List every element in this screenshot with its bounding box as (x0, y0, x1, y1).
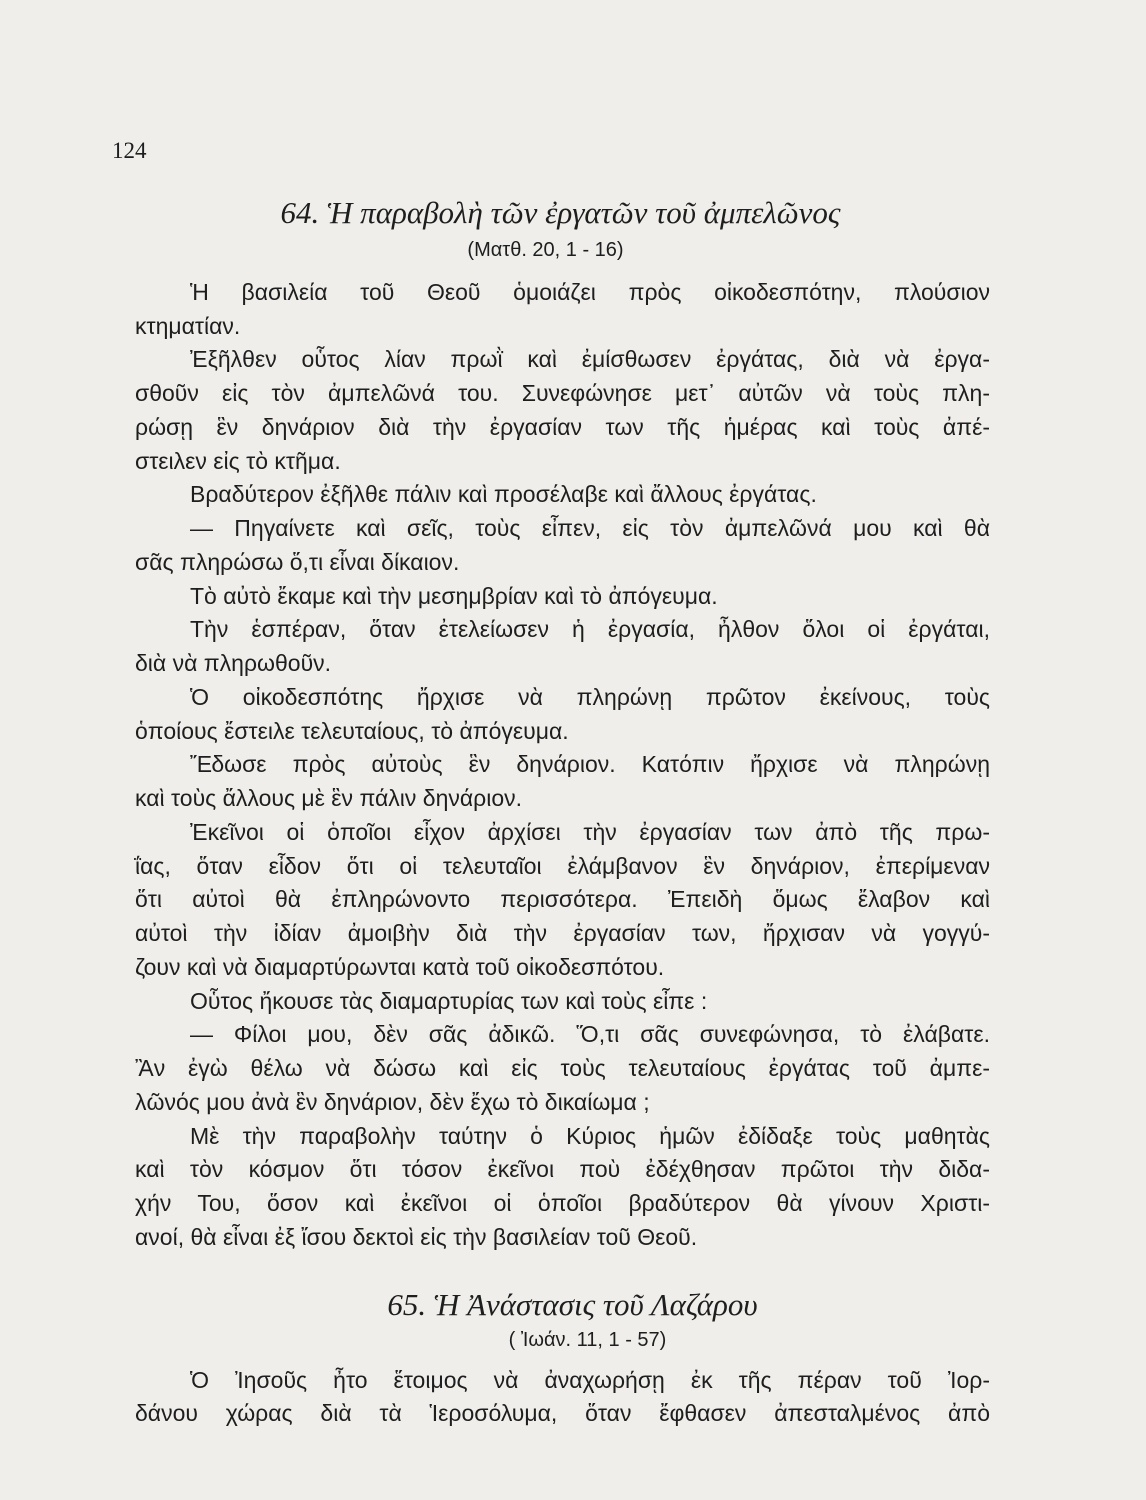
text-line: κτηματίαν. (135, 313, 241, 339)
text-line: ὅτι αὐτοὶ θὰ ἐπληρώνοντο περισσότερα. Ἐπειδὴ ὅμως ἔλαβον καὶ (135, 886, 990, 912)
text-line: σᾶς πληρώσω ὅ,τι εἶναι δίκαιον. (135, 549, 460, 575)
page-number: 124 (112, 138, 147, 163)
text-line: χήν Του, ὅσον καὶ ἐκεῖνοι οἱ ὁποῖοι βραδύτερον θὰ γίνουν Χριστι- (135, 1190, 990, 1216)
text-line: Ὁ οἰκοδεσπότης ἤρχισε νὰ πληρώνῃ πρῶτον ἐκείνους, τοὺς (190, 684, 990, 710)
text-line: Τὸ αὐτὸ ἔκαμε καὶ τὴν μεσημβρίαν καὶ τὸ ἀπόγευμα. (190, 583, 718, 609)
text-line: καὶ τοὺς ἄλλους μὲ ἓν πάλιν δηνάριον. (135, 785, 523, 811)
text-line: Βραδύτερον ἐξῆλθε πάλιν καὶ προσέλαβε καὶ ἄλλους ἐργάτας. (190, 481, 817, 507)
text-line: Ἐξῆλθεν οὗτος λίαν πρωῒ καὶ ἐμίσθωσεν ἐργάτας, διὰ νὰ ἐργα- (190, 346, 990, 372)
section-title: 64. Ἡ παραβολὴ τῶν ἐργατῶν τοῦ ἀμπελῶνος (280, 195, 841, 230)
text-line: Οὗτος ἤκουσε τὰς διαμαρτυρίας των καὶ τοὺς εἶπε : (190, 988, 708, 1014)
section-reference: (Ματθ. 20, 1 - 16) (467, 239, 624, 261)
text-line: Μὲ τὴν παραβολὴν ταύτην ὁ Κύριος ἡμῶν ἐδίδαξε τοὺς μαθητὰς (190, 1123, 990, 1149)
section-title: 65. Ἡ Ἀνάστασις τοῦ Λαζάρου (387, 1287, 758, 1322)
text-line: Ἡ βασιλεία τοῦ Θεοῦ ὁμοιάζει πρὸς οἰκοδεσπότην, πλούσιον (190, 279, 990, 305)
section-reference: ( Ἰωάν. 11, 1 - 57) (508, 1329, 667, 1351)
text-line: Ἂν ἐγὼ θέλω νὰ δώσω καὶ εἰς τοὺς τελευταίους ἐργάτας τοῦ ἀμπε- (135, 1055, 990, 1081)
text-line: ρώσῃ ἓν δηνάριον διὰ τὴν ἐργασίαν των τῆς ἡμέρας καὶ τοὺς ἀπέ- (135, 414, 990, 440)
text-line: δάνου χώρας διὰ τὰ Ἱεροσόλυμα, ὅταν ἔφθασεν ἀπεσταλμένος ἀπὸ (135, 1400, 990, 1426)
text-line: — Πηγαίνετε καὶ σεῖς, τοὺς εἶπεν, εἰς τὸν ἀμπελῶνά μου καὶ θὰ (190, 515, 990, 541)
text-line: Ὁ Ἰησοῦς ἦτο ἕτοιμος νὰ ἀναχωρήσῃ ἐκ τῆς πέραν τοῦ Ἰορ- (190, 1367, 990, 1393)
text-line: αὐτοὶ τὴν ἰδίαν ἀμοιβὴν διὰ τὴν ἐργασίαν των, ἤρχισαν νὰ γογγύ- (135, 920, 990, 946)
text-line: σθοῦν εἰς τὸν ἀμπελῶνά του. Συνεφώνησε μετ᾿ αὐτῶν νὰ τοὺς πλη- (135, 380, 990, 406)
text-line: στειλεν εἰς τὸ κτῆμα. (135, 448, 341, 474)
text-line: ΐας, ὅταν εἶδον ὅτι οἱ τελευταῖοι ἐλάμβανον ἓν δηνάριον, ἐπερίμεναν (135, 853, 990, 879)
text-line: καὶ τὸν κόσμον ὅτι τόσον ἐκεῖνοι ποὺ ἐδέχθησαν πρῶτοι τὴν διδα- (135, 1156, 990, 1182)
text-line: λῶνός μου ἀνὰ ἓν δηνάριον, δὲν ἔχω τὸ δικαίωμα ; (135, 1089, 650, 1115)
text-line: Ἐκεῖνοι οἱ ὁποῖοι εἶχον ἀρχίσει τὴν ἐργασίαν των ἀπὸ τῆς πρω- (190, 819, 990, 845)
text-line: διὰ νὰ πληρωθοῦν. (135, 650, 332, 676)
text-line: — Φίλοι μου, δὲν σᾶς ἀδικῶ. Ὅ,τι σᾶς συνεφώνησα, τὸ ἐλάβατε. (190, 1021, 990, 1047)
text-line: ανοί, θὰ εἶναι ἐξ ἴσου δεκτοὶ εἰς τὴν βασιλείαν τοῦ Θεοῦ. (135, 1224, 698, 1250)
text-line: Τὴν ἑσπέραν, ὅταν ἐτελείωσεν ἡ ἐργασία, ἦλθον ὅλοι οἱ ἐργάται, (190, 616, 990, 642)
text-line: ὁποίους ἔστειλε τελευταίους, τὸ ἀπόγευμα. (135, 718, 569, 744)
text-line: ζουν καὶ νὰ διαμαρτύρωνται κατὰ τοῦ οἰκοδεσπότου. (135, 954, 665, 980)
text-line: Ἔδωσε πρὸς αὐτοὺς ἓν δηνάριον. Κατόπιν ἤρχισε νὰ πληρώνῃ (190, 751, 990, 777)
